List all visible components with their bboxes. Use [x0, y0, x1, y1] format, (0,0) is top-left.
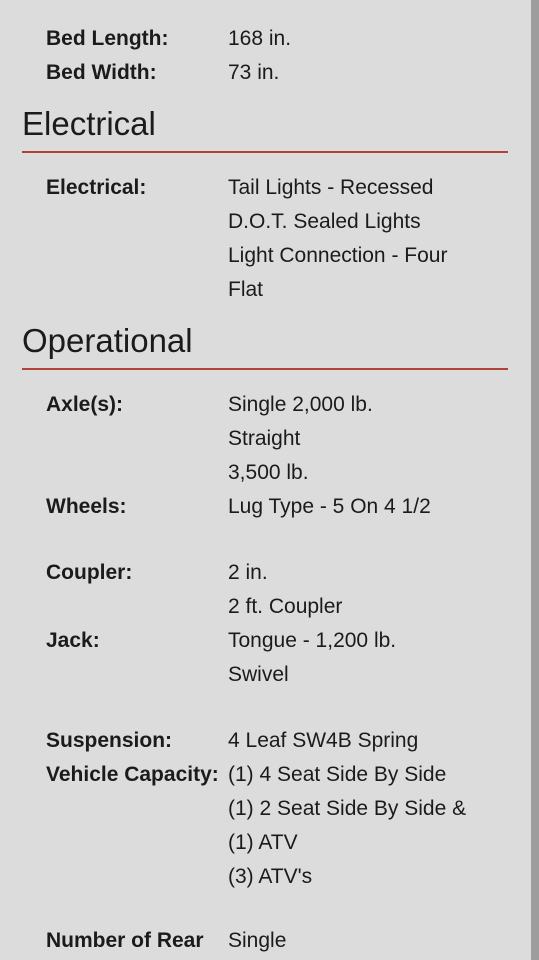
spec-value-line: (1) 4 Seat Side By Side — [228, 763, 447, 786]
spec-value-list — [228, 556, 342, 624]
spec-value: 4 Leaf SW4B Spring — [228, 729, 419, 752]
spec-value-line: (3) ATV's — [228, 865, 313, 888]
spec-label: Jack: — [46, 629, 100, 652]
spec-value-list — [228, 388, 373, 490]
spec-label: Wheels: — [46, 495, 127, 518]
spec-value-line: Tongue - 1,200 lb. — [228, 629, 397, 652]
spec-label: Coupler: — [46, 561, 133, 584]
spec-value: Single — [228, 929, 287, 952]
spec-value: 73 in. — [228, 61, 280, 84]
spec-value-line: Single 2,000 lb. — [228, 393, 373, 416]
spec-value-line: Light Connection - Four — [228, 244, 448, 267]
scrollbar[interactable] — [531, 0, 539, 960]
spec-value-line: Flat — [228, 278, 264, 301]
spec-value-line: (1) 2 Seat Side By Side & — [228, 797, 467, 820]
section-divider — [22, 368, 508, 370]
spec-label: Suspension: — [46, 729, 173, 752]
section-title-electrical: Electrical — [22, 105, 156, 142]
spec-label: Bed Length: — [46, 27, 169, 50]
spec-label: Electrical: — [46, 176, 147, 199]
spec-value-line: Tail Lights - Recessed — [228, 176, 434, 199]
spec-label: Number of Rear — [46, 929, 204, 952]
spec-value-line: 2 ft. Coupler — [228, 595, 343, 618]
spec-value: Lug Type - 5 On 4 1/2 — [228, 495, 431, 518]
section-title-operational: Operational — [22, 322, 193, 359]
spec-value-line: (1) ATV — [228, 831, 298, 854]
spec-value-list — [228, 758, 466, 894]
spec-label: Axle(s): — [46, 393, 124, 416]
spec-value-list — [228, 171, 447, 307]
spec-value-line: Swivel — [228, 663, 289, 686]
spec-label: Bed Width: — [46, 61, 157, 84]
spec-value-line: 2 in. — [228, 561, 268, 584]
spec-value: 168 in. — [228, 27, 292, 50]
spec-value-line: 3,500 lb. — [228, 461, 309, 484]
spec-label: Vehicle Capacity: — [46, 763, 219, 786]
spec-value-line: D.O.T. Sealed Lights — [228, 210, 421, 233]
spec-value-line: Straight — [228, 427, 301, 450]
section-divider — [22, 151, 508, 153]
spec-value-list — [228, 624, 396, 692]
